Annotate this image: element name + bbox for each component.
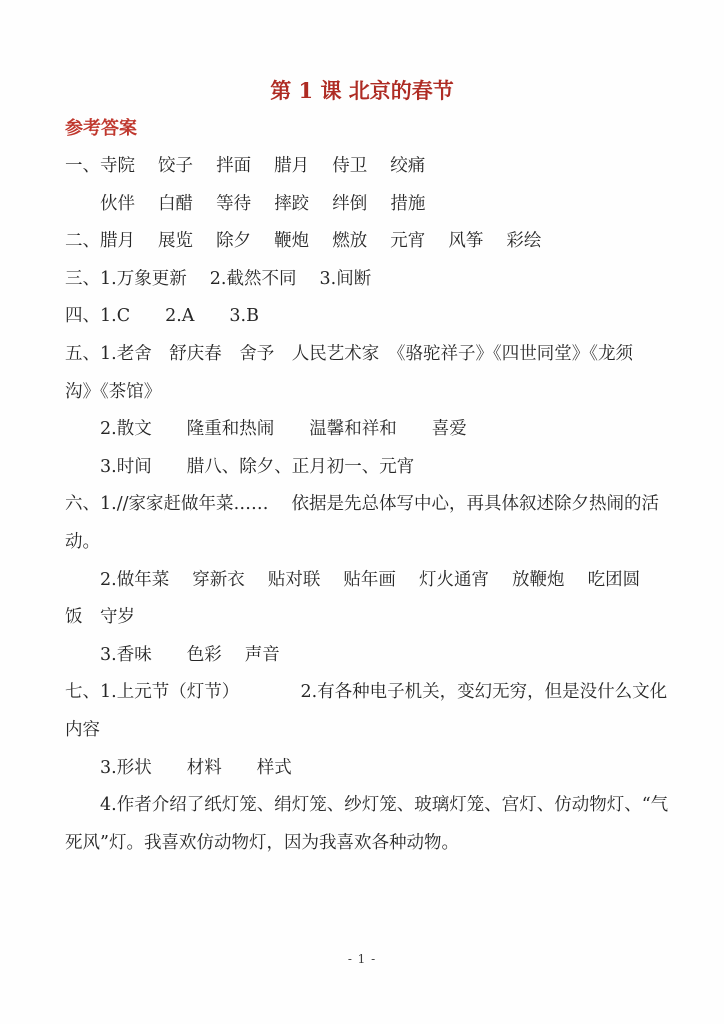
answer-line: 4.作者介绍了纸灯笼、绢灯笼、纱灯笼、玻璃灯笼、宫灯、仿动物灯、“气: [100, 795, 669, 816]
answer-line: 3.时间 腊八、除夕、正月初一、元宵: [100, 456, 415, 477]
answer-line: 四、1.C 2.A 3.B: [65, 306, 259, 327]
answer-line: 一、寺院 饺子 拌面 腊月 侍卫 绞痛: [65, 156, 426, 176]
answer-line: 2.散文 隆重和热闹 温馨和祥和 喜爱: [100, 419, 467, 440]
answer-line: 伙伴 白醋 等待 摔跤 绊倒 措施: [100, 193, 426, 214]
answers-body: [0, 148, 724, 862]
lesson-title: 第 1 课 北京的春节: [270, 78, 454, 103]
answer-line: 3.形状 材料 样式: [100, 757, 292, 778]
answer-line: 3.香味 色彩 声音: [100, 644, 280, 665]
page-number: - 1 -: [347, 952, 377, 966]
answer-line: 内容: [65, 719, 100, 740]
answer-line: 死风”灯。我喜欢仿动物灯，因为我喜欢各种动物。: [65, 832, 459, 853]
answer-line: 2.做年菜 穿新衣 贴对联 贴年画 灯火通宵 放鞭炮 吃团圆: [100, 569, 641, 590]
answer-line: 动。: [65, 531, 100, 552]
answer-line: 二、腊月 展览 除夕 鞭炮 燃放 元宵 风筝 彩绘: [65, 231, 542, 252]
answer-line: 六、1.//家家赶做年菜…… 依据是先总体写中心，再具体叙述除夕热闹的活: [65, 494, 660, 515]
answer-line: 五、1.老舍 舒庆春 舍予 人民艺术家 《骆驼祥子》《四世同堂》《龙须: [65, 343, 633, 364]
reference-answers-heading: 参考答案: [65, 118, 137, 139]
answer-line: 七、1.上元节（灯节） 2.有各种电子机关，变幻无穷，但是没什么文化: [65, 682, 668, 703]
answer-line: 饭 守岁: [65, 607, 135, 628]
answer-line: 三、1.万象更新 2.截然不同 3.间断: [65, 268, 372, 289]
answer-line: 沟》《茶馆》: [65, 381, 162, 402]
